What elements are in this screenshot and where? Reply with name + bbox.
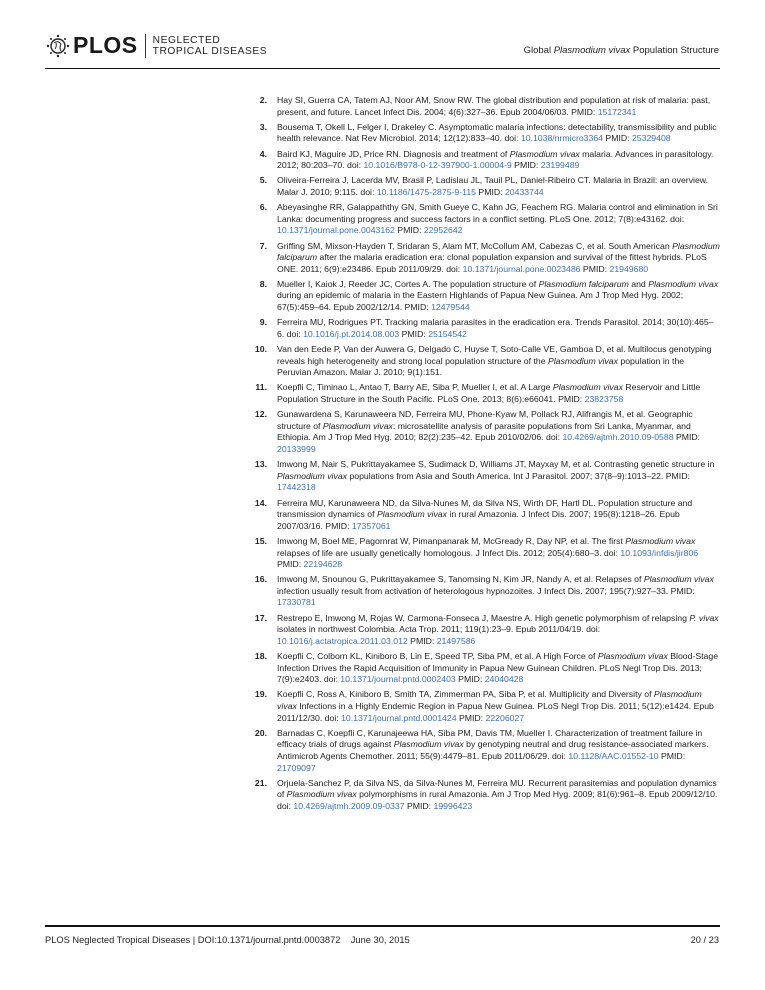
- reference-link[interactable]: 10.1371/journal.pone.0023486: [462, 263, 581, 274]
- reference-segment: Van den Eede P, Van der Auwera G, Delgado C, Huyse T, Soto-Calle VE, Gamboa D, et al. Multilocus genotyping reveals high heterogeneity and strong local population structure of the: [277, 344, 712, 366]
- reference-segment: Abeyasinghe RR, Galappaththy GN, Smith Gueye C, Kahn JG, Feachem RG. Malaria control and elimination in Sri Lanka: documenting progress and success factors in a conflict setting. PLoS One. 2012; 7(8):e43162. doi:: [277, 202, 718, 224]
- reference-segment: PMID:: [658, 750, 686, 761]
- reference-link[interactable]: 10.1016/j.actatropica.2011.03.012: [277, 635, 408, 646]
- reference-segment: PMID:: [456, 712, 486, 723]
- reference-item: [250, 175, 720, 198]
- header-rule: [45, 68, 720, 69]
- reference-link[interactable]: 10.4269/ajtmh.2010.09-0588: [562, 432, 674, 443]
- reference-number: 18.: [254, 651, 267, 662]
- reference-link[interactable]: 10.1128/AAC.01552-10: [568, 750, 659, 761]
- footer-rule: [45, 925, 720, 927]
- reference-link[interactable]: 19996423: [433, 800, 473, 811]
- reference-number: 16.: [254, 574, 267, 585]
- reference-segment: PMID:: [404, 800, 434, 811]
- reference-item: [250, 202, 720, 237]
- reference-link[interactable]: 22206027: [485, 712, 525, 723]
- reference-segment: during an epidemic of malaria in the Eastern Highlands of Papua New Guinea. Am J Trop Med Hyg. 2002; 67(5):459–64. Epub 2002/12/14. PMID:: [277, 290, 684, 313]
- reference-number: 4.: [259, 148, 267, 159]
- reference-text: [277, 122, 720, 145]
- reference-segment: PMID:: [673, 432, 701, 443]
- reference-link[interactable]: 23199489: [540, 160, 580, 171]
- reference-segment: populations from Asia and South America. Int J Parasitol. 2007; 37(8–9):1013–22. PMID:: [347, 470, 690, 481]
- journal-line-2: TROPICAL DISEASES: [152, 45, 268, 57]
- species-name: Plasmodium vivax: [597, 651, 668, 662]
- species-name: P. vivax: [689, 612, 719, 623]
- reference-item: [250, 344, 720, 379]
- reference-text: [277, 382, 720, 405]
- reference-segment: Ferreira MU, Rodrigues PT. Tracking malaria parasites in the eradication era. Trends Parasitol. 2014; 30(10):465–6. doi:: [277, 317, 714, 339]
- reference-item: [250, 95, 720, 118]
- reference-text: [277, 651, 720, 686]
- reference-text: [277, 202, 720, 237]
- species-name: Plasmodium vivax: [625, 535, 696, 546]
- reference-item: [250, 279, 720, 314]
- species-name: Plasmodium vivax: [277, 470, 348, 481]
- logo-divider: [145, 34, 146, 58]
- reference-number: 10.: [254, 344, 267, 355]
- reference-item: [250, 149, 720, 172]
- reference-link[interactable]: 10.1371/journal.pntd.0002403: [340, 674, 456, 685]
- footer-citation: PLOS Neglected Tropical Diseases | DOI:10.1371/journal.pntd.0003872 June 30, 2015: [45, 935, 410, 945]
- reference-link[interactable]: 10.1016/B978-0-12-397900-1.00004-9: [363, 160, 512, 171]
- reference-number: 7.: [259, 240, 267, 251]
- plos-logo: [46, 32, 267, 59]
- reference-number: 9.: [259, 317, 267, 328]
- reference-text: [277, 613, 720, 648]
- reference-segment: Imwong M, Nair S, Pukrittayakamee S, Sudimack D, Williams JT, Mayxay M, et al. Contrasting genetic structure in: [277, 459, 715, 470]
- reference-number: 3.: [259, 121, 267, 132]
- reference-link[interactable]: 25329408: [631, 133, 671, 144]
- reference-item: [250, 613, 720, 648]
- journal-name: [153, 35, 268, 57]
- reference-number: 14.: [254, 497, 267, 508]
- reference-segment: Blood-Stage Infection Drives the Rapid Acquisition of Immunity in Papua New Guinean Children. PLoS Negl Trop Dis. 2013; 7(9):e2403. doi:: [277, 651, 719, 685]
- reference-segment: isolates in northwest Colombia. Acta Trop. 2011; 119(1):23–9. Epub 2011/04/19. doi:: [277, 624, 601, 635]
- reference-segment: Mueller I, Kaiok J, Reeder JC, Cortes A. The population structure of: [277, 278, 539, 289]
- species-name: Plasmodium vivax: [376, 509, 447, 520]
- reference-link[interactable]: 10.4269/ajtmh.2009.09-0337: [293, 800, 405, 811]
- reference-segment: Hay SI, Guerra CA, Tatem AJ, Noor AM, Snow RW. The global distribution and population at risk of malaria: past, present, and future. Lancet Infect Dis. 2004; 4(6):327–36. Epub 2004/06/03. PMID:: [277, 95, 711, 117]
- reference-link[interactable]: 10.1038/nrmicro3364: [520, 133, 603, 144]
- reference-text: [277, 689, 720, 724]
- reference-segment: PMID:: [580, 263, 610, 274]
- reference-number: 5.: [259, 175, 267, 186]
- reference-segment: Restrepo E, Imwong M, Rojas W, Carmona-Fonseca J, Maestre A. High genetic polymorphism of relapsing: [277, 612, 690, 623]
- journal-line-1: NEGLECTED: [152, 34, 221, 46]
- reference-text: [277, 344, 720, 379]
- reference-text: [277, 536, 720, 571]
- reference-text: [277, 574, 720, 609]
- reference-link[interactable]: 20433744: [504, 186, 544, 197]
- reference-segment: Barnadas C, Koepfli C, Karunajeewa HA, Siba PM, Davis TM, Mueller I. Characterization of treatment failure in efficacy trials of drugs against: [277, 727, 703, 750]
- reference-segment: Koepfli C, Colborn KL, Kiniboro B, Lin E, Speed TP, Siba PM, et al. A High Force of: [277, 651, 598, 662]
- reference-segment: in rural Amazonia. J Infect Dis. 2007; 195(8):1218–26. Epub 2007/03/16. PMID:: [277, 509, 680, 531]
- species-name: Plasmodium vivax: [286, 789, 357, 800]
- reference-text: [277, 409, 720, 455]
- reference-item: [250, 382, 720, 405]
- species-name: Plasmodium vivax: [547, 355, 618, 366]
- reference-link[interactable]: 15172341: [597, 106, 637, 117]
- running-title-post: Population Structure: [630, 45, 719, 56]
- reference-segment: PMID:: [476, 186, 505, 197]
- reference-link[interactable]: 10.1016/j.pt.2014.08.003: [303, 328, 400, 339]
- reference-segment: Bousema T, Okell L, Felger I, Drakeley C. Asymptomatic malaria infections: detectability, transmissibility and public health relevance. Nat Rev Microbiol. 2014; 12(12):833–40. doi:: [277, 121, 717, 144]
- reference-link[interactable]: 23823758: [584, 394, 624, 404]
- reference-link[interactable]: 25154542: [428, 328, 467, 339]
- reference-link[interactable]: 10.1093/infdis/jir806: [620, 547, 699, 558]
- reference-segment: PMID:: [277, 559, 304, 570]
- reference-item: [250, 689, 720, 724]
- reference-link[interactable]: 17330781: [277, 597, 316, 608]
- reference-segment: Gunawardena S, Karunaweera ND, Ferreira MU, Phone-Kyaw M, Pollack RJ, Alifrangis M, et al. Geographic structure of: [277, 409, 693, 431]
- reference-link[interactable]: 24040428: [484, 674, 524, 685]
- reference-segment: PMID:: [603, 133, 632, 144]
- reference-segment: : microsatellite analysis of parasite populations from Sri Lanka, Myanmar, and Ethiopia. Am J Trop Med Hyg. 2010; 82(2):235–42. Epub 2010/02/06. doi:: [277, 420, 691, 443]
- reference-segment: and: [628, 278, 649, 289]
- plos-globe-icon: [46, 34, 70, 58]
- reference-item: [250, 241, 720, 276]
- running-title-pre: Global: [523, 45, 554, 56]
- reference-segment: Infections in a Highly Endemic Region in Papua New Guinea. PLoS Negl Trop Dis. 2011; 5(12):e1424. Epub 2011/12/30. doi:: [277, 701, 714, 723]
- reference-segment: PMID:: [511, 160, 541, 171]
- reference-number: 13.: [254, 459, 267, 470]
- reference-segment: PMID:: [394, 225, 424, 236]
- reference-segment: after the malaria eradication era: clonal population expansion and survival of the fittest hybrids. PLoS ONE. 2011; 6(9):e23486. Epub 2011/09/29. doi:: [277, 252, 707, 274]
- reference-segment: Imwong M, Snounou G, Pukrittayakamee S, Tanomsing N, Kim JR, Nandy A, et al. Relapses of: [277, 574, 644, 585]
- species-name: Plasmodium vivax: [648, 278, 719, 289]
- reference-item: [250, 651, 720, 686]
- reference-text: [277, 175, 720, 198]
- reference-item: [250, 409, 720, 455]
- reference-number: 2.: [259, 95, 267, 105]
- reference-item: [250, 778, 720, 813]
- reference-link[interactable]: 17442318: [277, 482, 316, 493]
- plos-wordmark: PLOS: [73, 32, 138, 58]
- page-number: 20 / 23: [690, 935, 719, 945]
- reference-link[interactable]: 22194628: [303, 559, 343, 570]
- reference-item: [250, 728, 720, 774]
- reference-segment: polymorphisms in rural Amazonia. Am J Trop Med Hyg. 2009; 81(6):961–8. Epub 2009/12/10. doi:: [277, 789, 718, 811]
- running-title-italic: Plasmodium vivax: [553, 45, 631, 56]
- reference-link[interactable]: 12479544: [431, 302, 470, 313]
- reference-text: [277, 149, 720, 172]
- reference-number: 8.: [259, 278, 267, 289]
- reference-item: [250, 317, 720, 340]
- reference-link[interactable]: 20133999: [277, 443, 316, 454]
- reference-number: 6.: [259, 202, 267, 213]
- species-name: Plasmodium vivax: [509, 148, 580, 159]
- reference-segment: Koepfli C, Timinao L, Antao T, Barry AE, Siba P, Mueller I, et al. A Large: [277, 382, 553, 393]
- species-name: Plasmodium vivax: [643, 574, 714, 585]
- reference-item: [250, 574, 720, 609]
- reference-number: 11.: [255, 382, 267, 393]
- species-name: Plasmodium vivax: [393, 739, 464, 750]
- running-title: [524, 45, 719, 56]
- reference-number: 15.: [254, 535, 267, 546]
- reference-number: 17.: [254, 612, 267, 623]
- reference-segment: PMID:: [455, 674, 485, 685]
- reference-segment: Orjuela-Sanchez P, da Silva NS, da Silva-Nunes M, Ferreira MU. Recurrent parasitemias and population dynamics of: [277, 777, 717, 800]
- reference-segment: malaria. Advances in parasitology. 2012; 80:203–70. doi:: [277, 148, 714, 171]
- species-name: Plasmodium falciparum: [277, 240, 720, 263]
- reference-number: 19.: [254, 689, 267, 700]
- reference-link[interactable]: 21949680: [609, 263, 649, 274]
- reference-text: [277, 95, 720, 118]
- reference-segment: Imwong M, Boel ME, Pagornrat W, Pimanpanarak M, McGready R, Day NP, et al. The first: [277, 535, 626, 546]
- reference-text: [277, 459, 720, 494]
- reference-segment: Koepfli C, Ross A, Kiniboro B, Smith TA, Zimmerman PA, Siba P, et al. Multiplicity and Diversity of: [277, 689, 654, 700]
- reference-text: [277, 728, 720, 774]
- reference-segment: Griffing SM, Mixson-Hayden T, Sridaran S, Alam MT, McCollum AM, Cabezas C, et al. South American: [277, 240, 673, 251]
- reference-segment: Oliveira-Ferreira J, Lacerda MV, Brasil P, Ladislau JL, Tauil PL, Daniel-Ribeiro CT. Malaria in Brazil: an overview. Malar J. 2010; 9:115. doi:: [277, 175, 709, 197]
- reference-segment: Baird KJ, Maguire JD, Price RN. Diagnosis and treatment of: [277, 148, 510, 159]
- reference-number: 21.: [254, 777, 267, 788]
- reference-link[interactable]: 10.1371/journal.pntd.0001424: [341, 712, 457, 723]
- reference-item: [250, 459, 720, 494]
- species-name: Plasmodium vivax: [552, 382, 623, 393]
- reference-segment: infection usually result from activation of heterologous hypnozoites. J Infect Dis. 2007; 195(7):927–33. PMID:: [277, 585, 695, 596]
- reference-segment: Ferreira MU, Karunaweera ND, da Silva-Nunes M, da Silva NS, Wirth DF, Hartl DL. Population structure and transmission dynamics of: [277, 497, 693, 520]
- reference-number: 20.: [254, 727, 267, 738]
- reference-item: [250, 536, 720, 571]
- reference-link[interactable]: 10.1371/journal.pone.0043162: [277, 225, 395, 236]
- reference-text: [277, 317, 720, 340]
- reference-segment: population in the Peruvian Amazon. Malar J. 2010; 9(1):151.: [277, 355, 685, 378]
- reference-segment: relapses of life are usually genetically homologous. J Infect Dis. 2012; 205(4):680–3. doi:: [277, 547, 621, 558]
- reference-link[interactable]: 22952642: [423, 225, 463, 236]
- reference-segment: PMID:: [399, 328, 429, 339]
- reference-link[interactable]: 21709097: [277, 762, 316, 773]
- reference-list: [250, 95, 720, 816]
- reference-text: [277, 498, 720, 533]
- reference-link[interactable]: 17357061: [351, 520, 391, 531]
- reference-segment: PMID:: [407, 635, 437, 646]
- species-name: Plasmodium vivax: [277, 689, 702, 711]
- reference-link[interactable]: 21497586: [436, 635, 476, 646]
- reference-segment: by genotyping neutral and drug resistance-associated markers. Antimicrob Agents Chemother. 2011; 55(9):4479–81. Epub 2011/06/29. doi:: [277, 739, 709, 761]
- reference-text: [277, 279, 720, 314]
- reference-item: [250, 122, 720, 145]
- reference-text: [277, 241, 720, 276]
- reference-text: [277, 778, 720, 813]
- species-name: Plasmodium falciparum: [538, 278, 629, 289]
- reference-item: [250, 498, 720, 533]
- species-name: Plasmodium vivax: [322, 420, 393, 431]
- reference-link[interactable]: 10.1186/1475-2875-9-115: [376, 186, 476, 197]
- reference-segment: Reservoir and Little Population Structure in the South Pacific. PLoS One. 2013; 8(6):e66041. PMID:: [277, 382, 701, 404]
- reference-number: 12.: [254, 409, 267, 420]
